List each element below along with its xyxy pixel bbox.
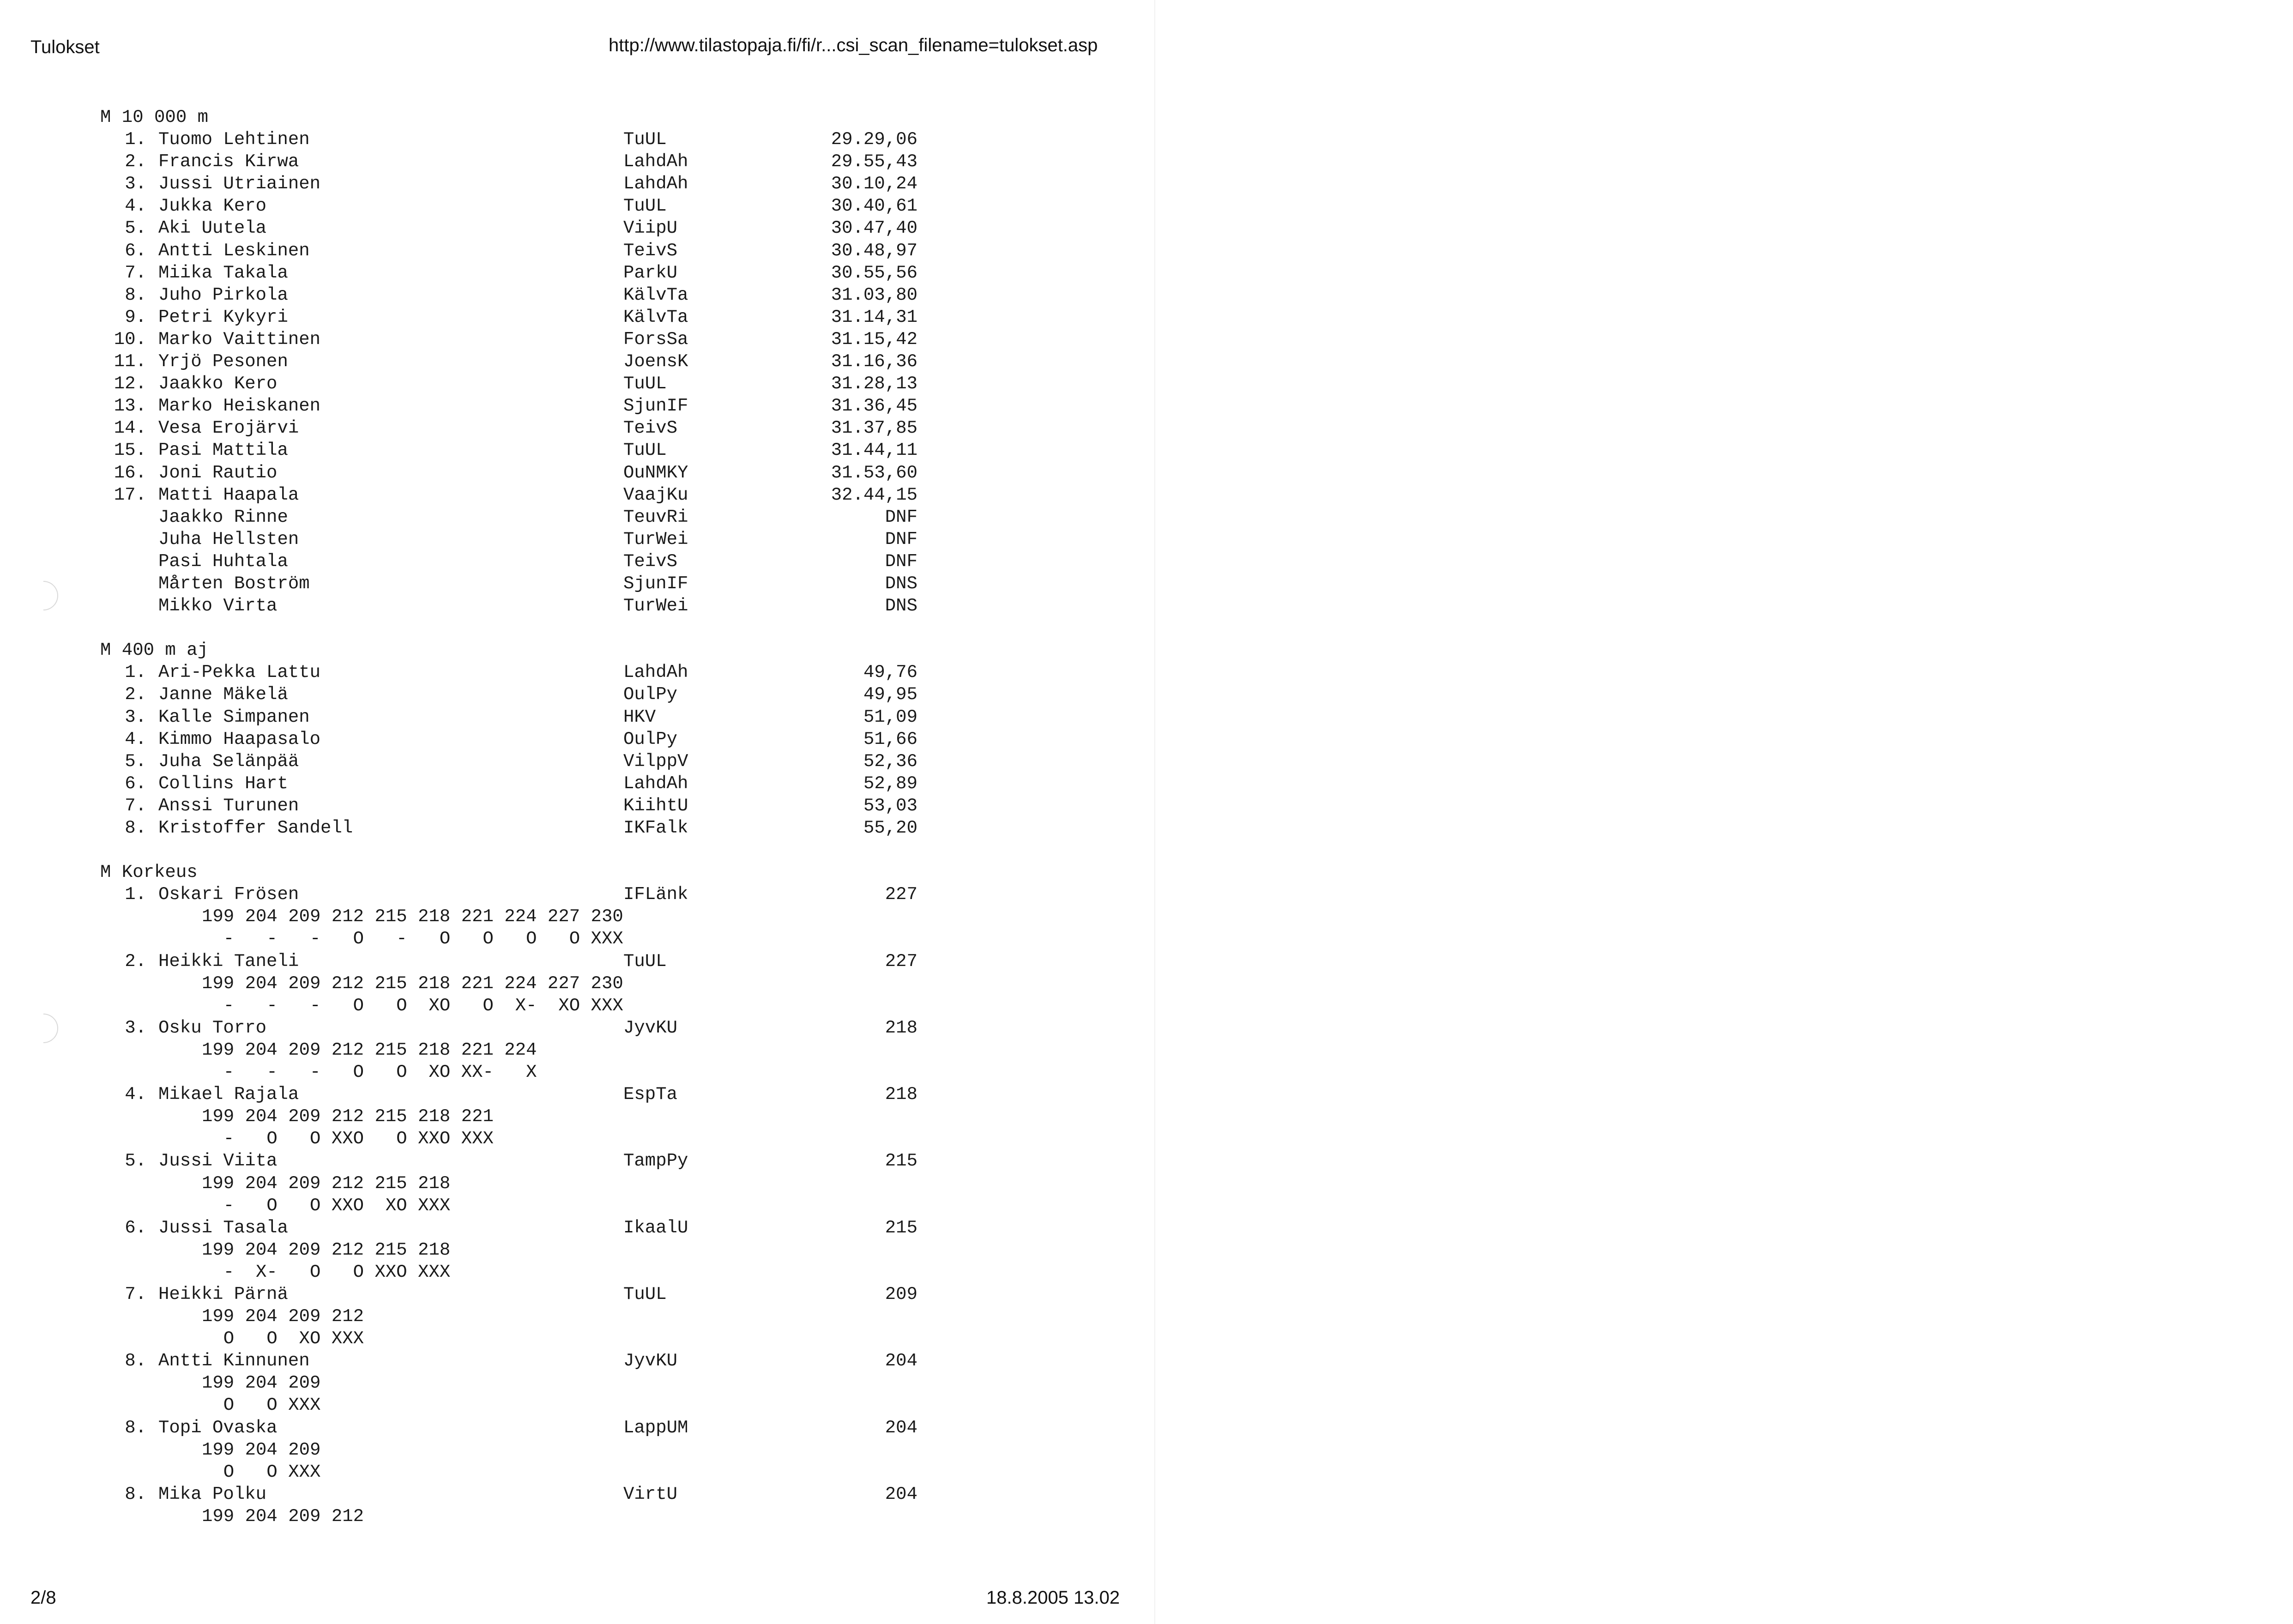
athlete-name: Jussi Tasala [158, 1217, 288, 1238]
height-series-row [100, 1305, 364, 1328]
athlete-club: TuUL [623, 1284, 667, 1304]
result-row [100, 395, 917, 417]
result-row [100, 484, 917, 506]
attempt-series-row [100, 1261, 451, 1283]
athlete-club: VilppV [623, 751, 688, 772]
athlete-club: IkaalU [623, 1217, 688, 1238]
athlete-result: DNF [885, 529, 917, 549]
athlete-result: 31.14,31 [831, 307, 917, 327]
athlete-result: 29.55,43 [831, 151, 917, 172]
athlete-name: Anssi Turunen [158, 795, 299, 816]
athlete-rank: 10. [114, 329, 146, 350]
athlete-result: 215 [885, 1151, 917, 1171]
result-row [100, 706, 917, 728]
athlete-name: Mikael Rajala [158, 1084, 299, 1105]
result-row [100, 1417, 917, 1439]
event-title: M Korkeus [100, 862, 198, 883]
athlete-rank: 8. [125, 1417, 146, 1438]
athlete-club: EspTa [623, 1084, 678, 1105]
athlete-name: Aki Uutela [158, 218, 267, 239]
athlete-result: 49,95 [863, 684, 917, 705]
athlete-name: Kimmo Haapasalo [158, 729, 321, 749]
page-header-title: Tulokset [30, 37, 100, 57]
athlete-rank: 1. [125, 884, 146, 905]
athlete-club: VaajKu [623, 484, 688, 505]
athlete-result: 51,09 [863, 706, 917, 727]
bar-heights: 199 204 209 212 215 218 [202, 1239, 451, 1260]
athlete-name: Juha Hellsten [158, 529, 299, 549]
athlete-club: TuUL [623, 374, 667, 394]
athlete-rank: 16. [114, 462, 146, 483]
athlete-result: 204 [885, 1484, 917, 1504]
athlete-rank: 1. [125, 129, 146, 150]
event-gap [100, 617, 208, 639]
result-row [100, 528, 917, 550]
athlete-club: LahdAh [623, 151, 688, 172]
athlete-rank: 5. [125, 751, 146, 772]
athlete-rank: 14. [114, 418, 146, 439]
athlete-name: Jussi Utriainen [158, 174, 321, 194]
athlete-result: 31.53,60 [831, 462, 917, 483]
athlete-club: OuNMKY [623, 462, 688, 483]
athlete-result: 31.15,42 [831, 329, 917, 350]
athlete-rank: 8. [125, 284, 146, 305]
athlete-result: 49,76 [863, 662, 917, 683]
attempt-series-row [100, 1328, 364, 1350]
athlete-name: Ari-Pekka Lattu [158, 662, 321, 683]
athlete-club: IKFalk [623, 818, 688, 838]
athlete-name: Juho Pirkola [158, 284, 288, 305]
athlete-club: LahdAh [623, 662, 688, 683]
result-row [100, 462, 917, 484]
athlete-club: TurWei [623, 596, 688, 616]
result-row [100, 439, 917, 461]
athlete-result: 215 [885, 1217, 917, 1238]
athlete-club: TuUL [623, 196, 667, 217]
attempt-marks: - O O XXO O XXO XXX [202, 1129, 494, 1149]
result-row [100, 1483, 917, 1505]
attempt-series-row [100, 1394, 321, 1416]
event-gap [100, 839, 208, 861]
height-series-row [100, 1439, 321, 1461]
athlete-club: SjunIF [623, 573, 688, 594]
athlete-club: TuUL [623, 951, 667, 972]
height-series-row [100, 1372, 321, 1394]
athlete-result: 29.29,06 [831, 129, 917, 150]
athlete-result: 32.44,15 [831, 484, 917, 505]
athlete-name: Topi Ovaska [158, 1417, 278, 1438]
attempt-marks: - X- O O XXO XXX [202, 1262, 451, 1282]
result-row [100, 1350, 917, 1372]
attempt-series-row [100, 1461, 321, 1483]
athlete-name: Tuomo Lehtinen [158, 129, 310, 150]
athlete-name: Petri Kykyri [158, 307, 288, 327]
results-list [100, 106, 917, 1527]
result-row [100, 195, 917, 217]
athlete-rank: 5. [125, 1151, 146, 1171]
athlete-rank: 7. [125, 262, 146, 283]
athlete-result: 31.36,45 [831, 396, 917, 417]
athlete-rank: 8. [125, 818, 146, 838]
result-row [100, 1217, 917, 1239]
result-row [100, 1017, 917, 1039]
athlete-club: TuUL [623, 440, 667, 461]
athlete-result: 30.48,97 [831, 240, 917, 261]
athlete-club: LahdAh [623, 174, 688, 194]
athlete-result: 30.10,24 [831, 174, 917, 194]
attempt-marks: O O XO XXX [202, 1328, 364, 1349]
athlete-name: Marko Vaittinen [158, 329, 321, 350]
attempt-series-row [100, 1195, 451, 1217]
result-row [100, 1283, 917, 1305]
athlete-club: ForsSa [623, 329, 688, 350]
athlete-result: 55,20 [863, 818, 917, 838]
athlete-club: OulPy [623, 729, 678, 749]
attempt-series-row [100, 1128, 494, 1150]
athlete-rank: 2. [125, 684, 146, 705]
athlete-rank: 15. [114, 440, 146, 461]
athlete-club: ViipU [623, 218, 678, 239]
athlete-rank: 2. [125, 151, 146, 172]
athlete-result: 31.37,85 [831, 418, 917, 439]
result-row [100, 240, 917, 262]
athlete-rank: 12. [114, 374, 146, 394]
attempt-series-row [100, 928, 623, 950]
attempt-marks: - O O XXO XO XXX [202, 1195, 451, 1216]
result-row [100, 284, 917, 306]
athlete-rank: 1. [125, 662, 146, 683]
result-row [100, 1083, 917, 1105]
athlete-result: 52,36 [863, 751, 917, 772]
athlete-name: Oskari Frösen [158, 884, 299, 905]
athlete-name: Jaakko Rinne [158, 507, 288, 527]
bar-heights: 199 204 209 [202, 1373, 321, 1394]
bar-heights: 199 204 209 212 215 218 221 224 [202, 1039, 537, 1060]
page-header-url: http://www.tilastopaja.fi/fi/r...csi_scan_filename=tulokset.asp [609, 35, 1098, 55]
athlete-rank: 4. [125, 196, 146, 217]
athlete-result: 31.03,80 [831, 284, 917, 305]
athlete-name: Collins Hart [158, 773, 288, 794]
height-series-row [100, 1105, 494, 1128]
result-row [100, 773, 917, 795]
athlete-result: 31.28,13 [831, 374, 917, 394]
athlete-result: 30.55,56 [831, 262, 917, 283]
athlete-rank: 2. [125, 951, 146, 972]
athlete-club: IFLänk [623, 884, 688, 905]
result-row [100, 750, 917, 773]
athlete-name: Heikki Taneli [158, 951, 299, 972]
event-title: M 10 000 m [100, 107, 209, 127]
result-row [100, 262, 917, 284]
athlete-name: Joni Rautio [158, 462, 278, 483]
athlete-name: Miika Takala [158, 262, 288, 283]
athlete-result: DNF [885, 507, 917, 527]
athlete-rank: 6. [125, 240, 146, 261]
athlete-club: JyvKU [623, 1017, 678, 1038]
bar-heights: 199 204 209 [202, 1439, 321, 1460]
athlete-rank: 7. [125, 795, 146, 816]
athlete-rank: 8. [125, 1484, 146, 1504]
athlete-name: Vesa Erojärvi [158, 418, 299, 439]
athlete-club: TeivS [623, 418, 678, 439]
athlete-rank: 7. [125, 1284, 146, 1304]
result-row [100, 306, 917, 328]
athlete-name: Antti Leskinen [158, 240, 310, 261]
athlete-result: 30.40,61 [831, 196, 917, 217]
athlete-name: Pasi Mattila [158, 440, 288, 461]
athlete-club: SjunIF [623, 396, 688, 417]
athlete-rank: 5. [125, 218, 146, 239]
athlete-result: 31.44,11 [831, 440, 917, 461]
result-row [100, 217, 917, 239]
athlete-rank: 6. [125, 1217, 146, 1238]
athlete-rank: 9. [125, 307, 146, 327]
athlete-name: Mårten Boström [158, 573, 310, 594]
result-row [100, 1150, 917, 1172]
height-series-row [100, 1172, 451, 1195]
athlete-result: 31.16,36 [831, 351, 917, 372]
height-series-row [100, 972, 623, 995]
punch-hole-mark [23, 1008, 65, 1050]
athlete-result: 53,03 [863, 795, 917, 816]
athlete-name: Kalle Simpanen [158, 706, 310, 727]
athlete-rank: 3. [125, 1017, 146, 1038]
page-number: 2/8 [30, 1588, 56, 1608]
result-row [100, 883, 917, 906]
event-title: M 400 m aj [100, 640, 209, 661]
athlete-name: Juha Selänpää [158, 751, 299, 772]
athlete-name: Osku Torro [158, 1017, 267, 1038]
result-row [100, 573, 917, 595]
result-row [100, 417, 917, 439]
athlete-club: VirtU [623, 1484, 678, 1504]
result-row [100, 350, 917, 373]
result-row [100, 817, 917, 839]
result-row [100, 373, 917, 395]
athlete-club: JyvKU [623, 1351, 678, 1371]
punch-hole-mark [23, 575, 65, 617]
athlete-result: 227 [885, 884, 917, 905]
athlete-rank: 6. [125, 773, 146, 794]
athlete-rank: 8. [125, 1351, 146, 1371]
result-row [100, 328, 917, 350]
athlete-name: Jukka Kero [158, 196, 267, 217]
athlete-name: Matti Haapala [158, 484, 299, 505]
height-series-row [100, 906, 623, 928]
height-series-row [100, 1505, 364, 1527]
bar-heights: 199 204 209 212 215 218 [202, 1173, 451, 1194]
attempt-marks: - - - O O XO XX- X [202, 1062, 537, 1083]
athlete-name: Mikko Virta [158, 596, 278, 616]
attempt-marks: O O XXX [202, 1395, 321, 1416]
result-row [100, 128, 917, 151]
athlete-result: 218 [885, 1084, 917, 1105]
attempt-marks: - - - O - O O O O XXX [202, 929, 623, 949]
scan-edge [1154, 0, 1155, 1624]
result-row [100, 683, 917, 706]
attempt-series-row [100, 1061, 537, 1083]
height-series-row [100, 1239, 451, 1261]
athlete-name: Kristoffer Sandell [158, 818, 353, 838]
athlete-result: DNS [885, 596, 917, 616]
athlete-result: 218 [885, 1017, 917, 1038]
athlete-rank: 17. [114, 484, 146, 505]
athlete-club: TurWei [623, 529, 688, 549]
athlete-rank: 13. [114, 396, 146, 417]
height-series-row [100, 1039, 537, 1061]
athlete-club: KälvTa [623, 307, 688, 327]
result-row [100, 506, 917, 528]
athlete-club: KälvTa [623, 284, 688, 305]
athlete-name: Mika Polku [158, 1484, 267, 1504]
bar-heights: 199 204 209 212 215 218 221 224 227 230 [202, 973, 623, 994]
athlete-result: DNF [885, 551, 917, 572]
bar-heights: 199 204 209 212 [202, 1306, 364, 1327]
athlete-club: TeivS [623, 240, 678, 261]
attempt-series-row [100, 995, 623, 1017]
athlete-name: Heikki Pärnä [158, 1284, 288, 1304]
athlete-name: Janne Mäkelä [158, 684, 288, 705]
athlete-result: 51,66 [863, 729, 917, 749]
athlete-rank: 3. [125, 706, 146, 727]
athlete-name: Yrjö Pesonen [158, 351, 288, 372]
athlete-rank: 4. [125, 729, 146, 749]
athlete-rank: 3. [125, 174, 146, 194]
athlete-club: TeivS [623, 551, 678, 572]
print-datetime: 18.8.2005 13.02 [986, 1588, 1120, 1608]
bar-heights: 199 204 209 212 215 218 221 224 227 230 [202, 906, 623, 927]
attempt-marks: O O XXX [202, 1461, 321, 1482]
athlete-club: HKV [623, 706, 656, 727]
result-row [100, 550, 917, 573]
athlete-result: 227 [885, 951, 917, 972]
athlete-name: Jussi Viita [158, 1151, 278, 1171]
athlete-rank: 11. [114, 351, 146, 372]
result-row [100, 661, 917, 683]
result-row [100, 795, 917, 817]
athlete-rank: 4. [125, 1084, 146, 1105]
athlete-result: 209 [885, 1284, 917, 1304]
athlete-club: LahdAh [623, 773, 688, 794]
athlete-club: TuUL [623, 129, 667, 150]
result-row [100, 151, 917, 173]
athlete-name: Antti Kinnunen [158, 1351, 310, 1371]
bar-heights: 199 204 209 212 215 218 221 [202, 1106, 494, 1127]
athlete-club: OulPy [623, 684, 678, 705]
result-row [100, 950, 917, 972]
athlete-result: 52,89 [863, 773, 917, 794]
athlete-result: DNS [885, 573, 917, 594]
athlete-club: ParkU [623, 262, 678, 283]
athlete-club: KiihtU [623, 795, 688, 816]
result-row [100, 595, 917, 617]
result-row [100, 728, 917, 750]
bar-heights: 199 204 209 212 [202, 1506, 364, 1527]
athlete-name: Marko Heiskanen [158, 396, 321, 417]
athlete-club: TampPy [623, 1151, 688, 1171]
athlete-name: Jaakko Kero [158, 374, 278, 394]
athlete-name: Francis Kirwa [158, 151, 299, 172]
athlete-name: Pasi Huhtala [158, 551, 288, 572]
athlete-club: TeuvRi [623, 507, 688, 527]
athlete-result: 204 [885, 1417, 917, 1438]
athlete-result: 204 [885, 1351, 917, 1371]
athlete-club: JoensK [623, 351, 688, 372]
athlete-result: 30.47,40 [831, 218, 917, 239]
athlete-club: LappUM [623, 1417, 688, 1438]
result-row [100, 173, 917, 195]
attempt-marks: - - - O O XO O X- XO XXX [202, 995, 623, 1016]
